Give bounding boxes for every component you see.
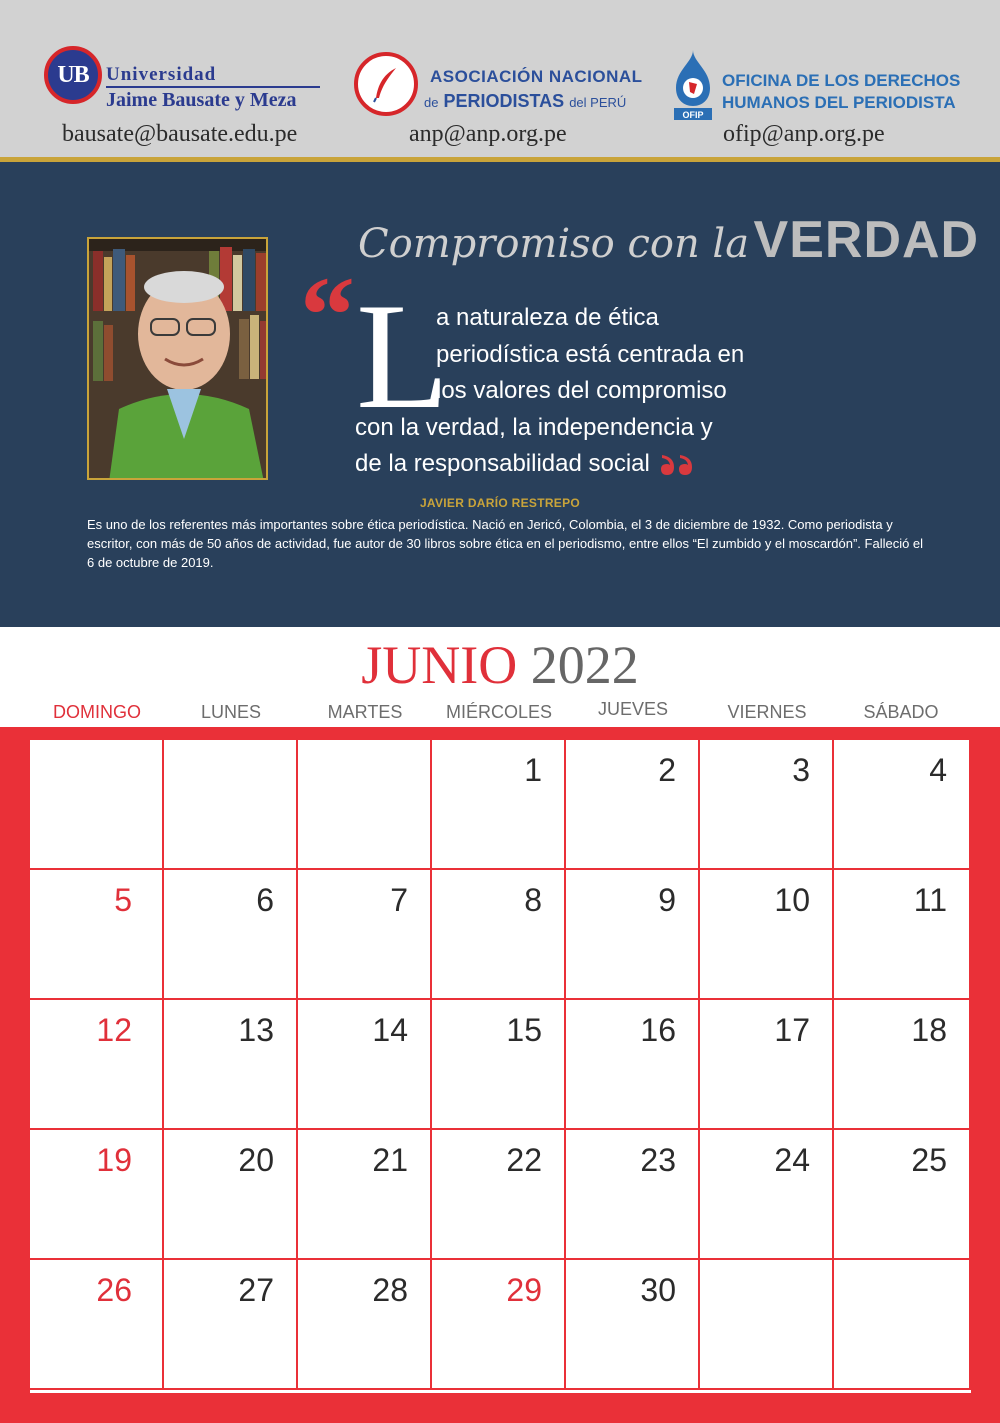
calendar-day-cell	[834, 1260, 971, 1390]
pen-nib-logo-icon	[670, 48, 716, 124]
open-quote-icon: “	[300, 254, 355, 376]
ub-name-line2: Jaime Bausate y Meza	[106, 89, 297, 111]
day-number: 27	[238, 1272, 274, 1308]
calendar-day-cell	[164, 870, 298, 1000]
weekday-label: VIERNES	[727, 702, 807, 722]
day-number: 4	[929, 752, 947, 788]
ub-seal-logo: UB	[44, 46, 102, 104]
quote-title	[358, 210, 979, 270]
day-number: 24	[774, 1142, 810, 1178]
day-number: 7	[390, 882, 408, 918]
day-number: 6	[256, 882, 274, 918]
day-number: 17	[774, 1012, 810, 1048]
calendar-day-cell	[164, 1130, 298, 1260]
calendar-day-cell	[298, 1130, 432, 1260]
ofip-email: ofip@anp.org.pe	[723, 121, 885, 147]
weekday-label: MARTES	[327, 702, 403, 722]
calendar-day-cell	[164, 740, 298, 870]
calendar-day-cell	[834, 740, 971, 870]
close-quote-icon	[658, 451, 698, 477]
calendar-day-cell	[432, 740, 566, 870]
calendar-day-cell	[700, 740, 834, 870]
calendar-day-cell	[700, 1000, 834, 1130]
calendar-day-cell	[164, 1000, 298, 1130]
day-number: 15	[506, 1012, 542, 1048]
calendar-day-cell	[30, 1000, 164, 1130]
calendar-day-cell	[566, 740, 700, 870]
day-number: 11	[913, 882, 947, 918]
org-ub	[44, 40, 344, 150]
calendar-day-cell	[432, 1000, 566, 1130]
ub-email: bausate@bausate.edu.pe	[62, 121, 298, 147]
day-number: 30	[640, 1272, 676, 1308]
quote-title-bold: VERDAD	[753, 211, 980, 269]
calendar-day-cell	[298, 1260, 432, 1390]
anp-email: anp@anp.org.pe	[409, 121, 567, 147]
calendar-day-cell	[298, 870, 432, 1000]
day-number: 8	[524, 882, 542, 918]
day-number: 2	[658, 752, 676, 788]
quote-line: a naturaleza de ética	[436, 304, 659, 331]
calendar-day-cell	[834, 1130, 971, 1260]
quote-panel	[0, 162, 1000, 627]
month-title	[0, 634, 1000, 696]
day-number: 1	[524, 752, 542, 788]
year: 2022	[530, 635, 639, 695]
calendar-day-cell	[566, 1000, 700, 1130]
day-number: 21	[372, 1142, 408, 1178]
author-bio: Es uno de los referentes más importantes sobre ética periodística. Nació en Jericó, Colombia, el 3 de diciembre de 1932. Como periodista y escritor, con más de 50 años de actividad, fue autor de 30 libros sobre ética en el periodismo, entre ellos “El zumbido y el moscardón”. Falleció el 6 de octubre de 2019.	[87, 517, 924, 570]
day-number: 3	[792, 752, 810, 788]
quote-body	[355, 300, 805, 483]
day-number: 28	[372, 1272, 408, 1308]
ub-name-line1: Universidad	[106, 64, 217, 85]
anp-name-line2: de PERIODISTAS del PERÚ	[424, 91, 627, 111]
calendar-day-cell	[30, 1260, 164, 1390]
svg-text:OFIP: OFIP	[682, 110, 704, 120]
day-number: 13	[238, 1012, 274, 1048]
quote-line: los valores del compromiso	[436, 377, 727, 404]
quote-line-last: de la responsabilidad social	[355, 446, 805, 483]
calendar-day-cell	[834, 870, 971, 1000]
calendar-day-cell	[432, 870, 566, 1000]
quote-line: con la verdad, la independencia y	[355, 413, 713, 441]
day-number: 22	[506, 1142, 542, 1178]
calendar-day-cell	[298, 1000, 432, 1130]
day-number: 25	[911, 1142, 947, 1178]
day-number: 19	[96, 1142, 132, 1178]
calendar-day-cell	[700, 1130, 834, 1260]
day-number: 26	[96, 1272, 132, 1308]
day-number: 14	[372, 1012, 408, 1048]
quote-author: JAVIER DARÍO RESTREPO	[419, 496, 581, 510]
day-number: 23	[640, 1142, 676, 1178]
day-number: 20	[238, 1142, 274, 1178]
ub-divider	[106, 86, 320, 88]
month-name: JUNIO	[361, 635, 518, 695]
ofip-name-line1: OFICINA DE LOS DERECHOS	[722, 71, 961, 90]
anp-name-line1: ASOCIACIÓN NACIONAL	[430, 67, 643, 86]
day-number: 9	[658, 882, 676, 918]
weekday-label: LUNES	[200, 702, 262, 722]
quote-dropcap: L	[356, 272, 449, 440]
calendar-day-cell	[164, 1260, 298, 1390]
header-band	[0, 0, 1000, 157]
calendar-day-cell	[30, 1130, 164, 1260]
calendar-day-cell	[566, 870, 700, 1000]
day-number: 10	[774, 882, 810, 918]
calendar-day-cell	[700, 1260, 834, 1390]
calendar-day-cell	[432, 1260, 566, 1390]
calendar-day-cell	[298, 740, 432, 870]
calendar-day-cell	[834, 1000, 971, 1130]
anp-seal-logo	[354, 52, 418, 116]
calendar-day-cell	[566, 1130, 700, 1260]
ofip-name-line2: HUMANOS DEL PERIODISTA	[722, 93, 956, 112]
weekday-label: JUEVES	[597, 699, 669, 719]
day-number: 16	[640, 1012, 676, 1048]
day-number: 29	[506, 1272, 542, 1308]
weekday-label: MIÉRCOLES	[445, 702, 553, 722]
portrait-image	[89, 239, 268, 480]
day-number: 18	[911, 1012, 947, 1048]
calendar-day-cell	[30, 740, 164, 870]
calendar-grid	[30, 738, 971, 1393]
portrait-photo	[87, 237, 268, 480]
org-ofip	[670, 40, 970, 150]
weekday-label: DOMINGO	[53, 702, 141, 722]
weekday-label: SÁBADO	[863, 702, 939, 722]
quote-line: periodística está centrada en	[436, 340, 745, 368]
quill-icon	[366, 64, 406, 104]
day-number: 12	[96, 1012, 132, 1048]
calendar-day-cell	[432, 1130, 566, 1260]
calendar-day-cell	[566, 1260, 700, 1390]
day-number: 5	[114, 882, 132, 918]
org-anp	[354, 40, 654, 150]
quote-title-script: Compromiso con la	[358, 221, 750, 267]
calendar-day-cell	[700, 870, 834, 1000]
calendar-day-cell	[30, 870, 164, 1000]
